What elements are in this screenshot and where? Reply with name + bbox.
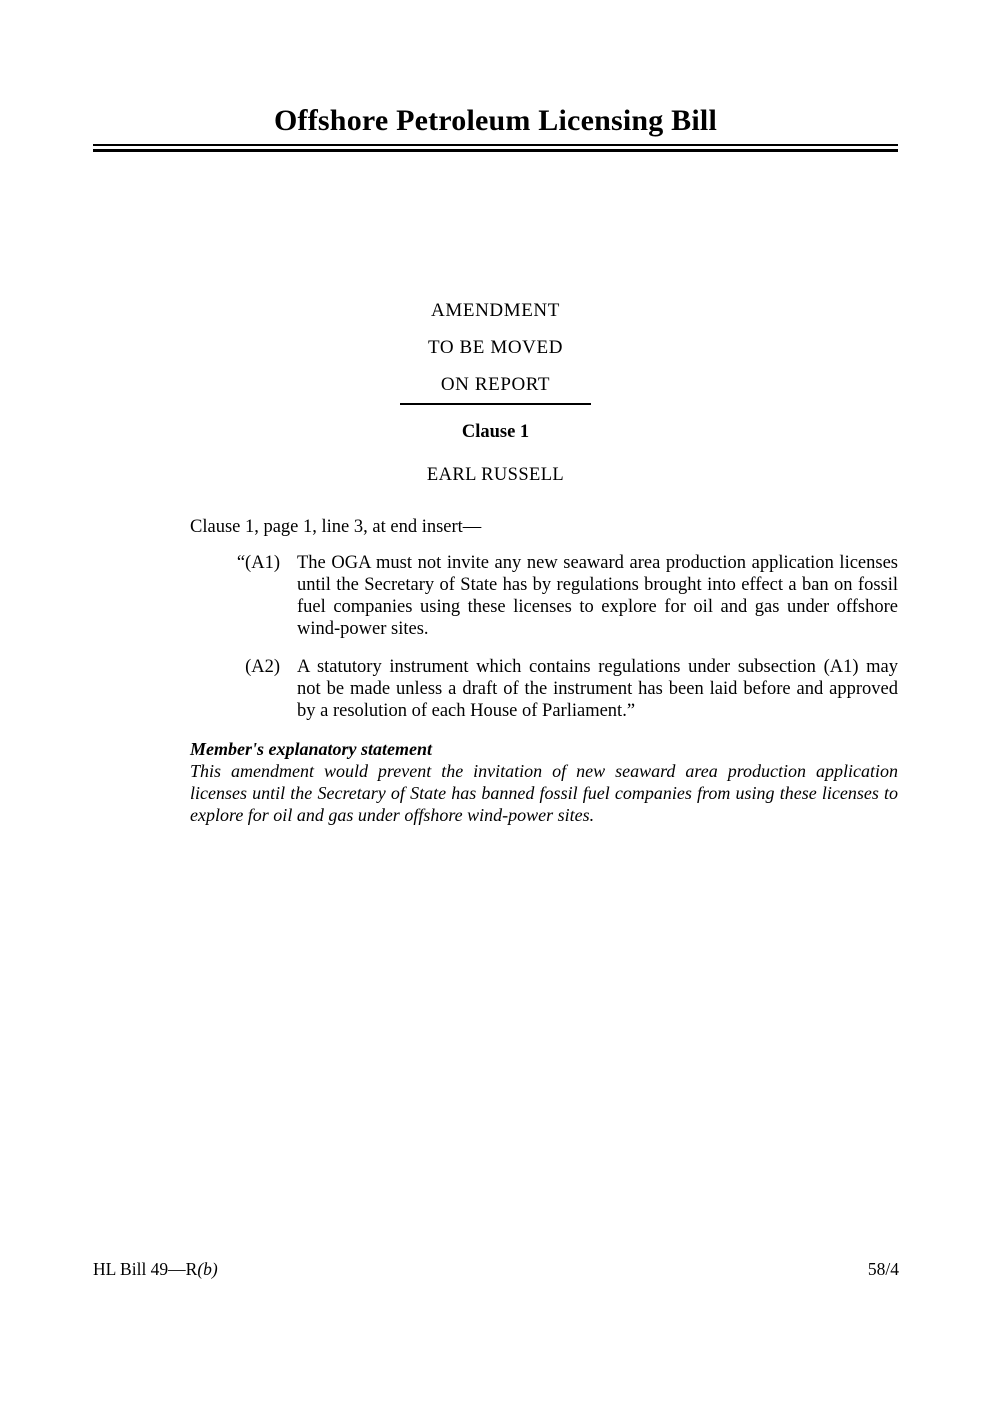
report-underline-rule [400, 403, 591, 405]
subsection-text-a1: The OGA must not invite any new seaward area production application licenses until the Secretary of State has by regulations brought into effect a ban on fossil fuel companies using these licenses to explore for oil and gas under offshore wind-power sites. [297, 553, 898, 639]
subsection-number-a2: (A2) [245, 657, 280, 677]
footer-sheet-number: 58/4 [867, 1259, 899, 1279]
clause-heading: Clause 1 [461, 422, 530, 442]
amendment-subsection-a1 [190, 552, 898, 640]
footer-bill-reference-main: HL Bill 49—R [93, 1259, 198, 1279]
explanatory-statement-text: This amendment would prevent the invitation of new seaward area production application licenses until the Secretary of State has banned fossil fuel companies from using these licenses to explore for oil and gas under offshore wind-power sites. [190, 761, 898, 825]
footer-bill-reference [93, 1258, 218, 1280]
amendment-heading-block [0, 299, 991, 405]
title-double-rule [93, 144, 898, 152]
subsection-text-a2: A statutory instrument which contains regulations under subsection (A1) may not be made unless a draft of the instrument has been laid before and approved by a resolution of each House of Parliament.” [297, 657, 898, 721]
explanatory-statement-heading: Member's explanatory statement [190, 739, 432, 759]
member-name: EARL RUSSELL [426, 465, 565, 485]
subsection-number-a1: “(A1) [236, 553, 280, 573]
page-footer [93, 1258, 899, 1280]
explanatory-statement-block [190, 738, 898, 826]
heading-to-be-moved: TO BE MOVED [427, 337, 564, 358]
bill-title: Offshore Petroleum Licensing Bill [274, 104, 717, 137]
heading-amendment: AMENDMENT [431, 300, 560, 321]
amendment-instruction: Clause 1, page 1, line 3, at end insert— [190, 517, 482, 537]
heading-on-report: ON REPORT [440, 374, 551, 395]
footer-bill-reference-suffix: (b) [197, 1259, 218, 1279]
amendment-subsection-a2 [190, 656, 898, 722]
